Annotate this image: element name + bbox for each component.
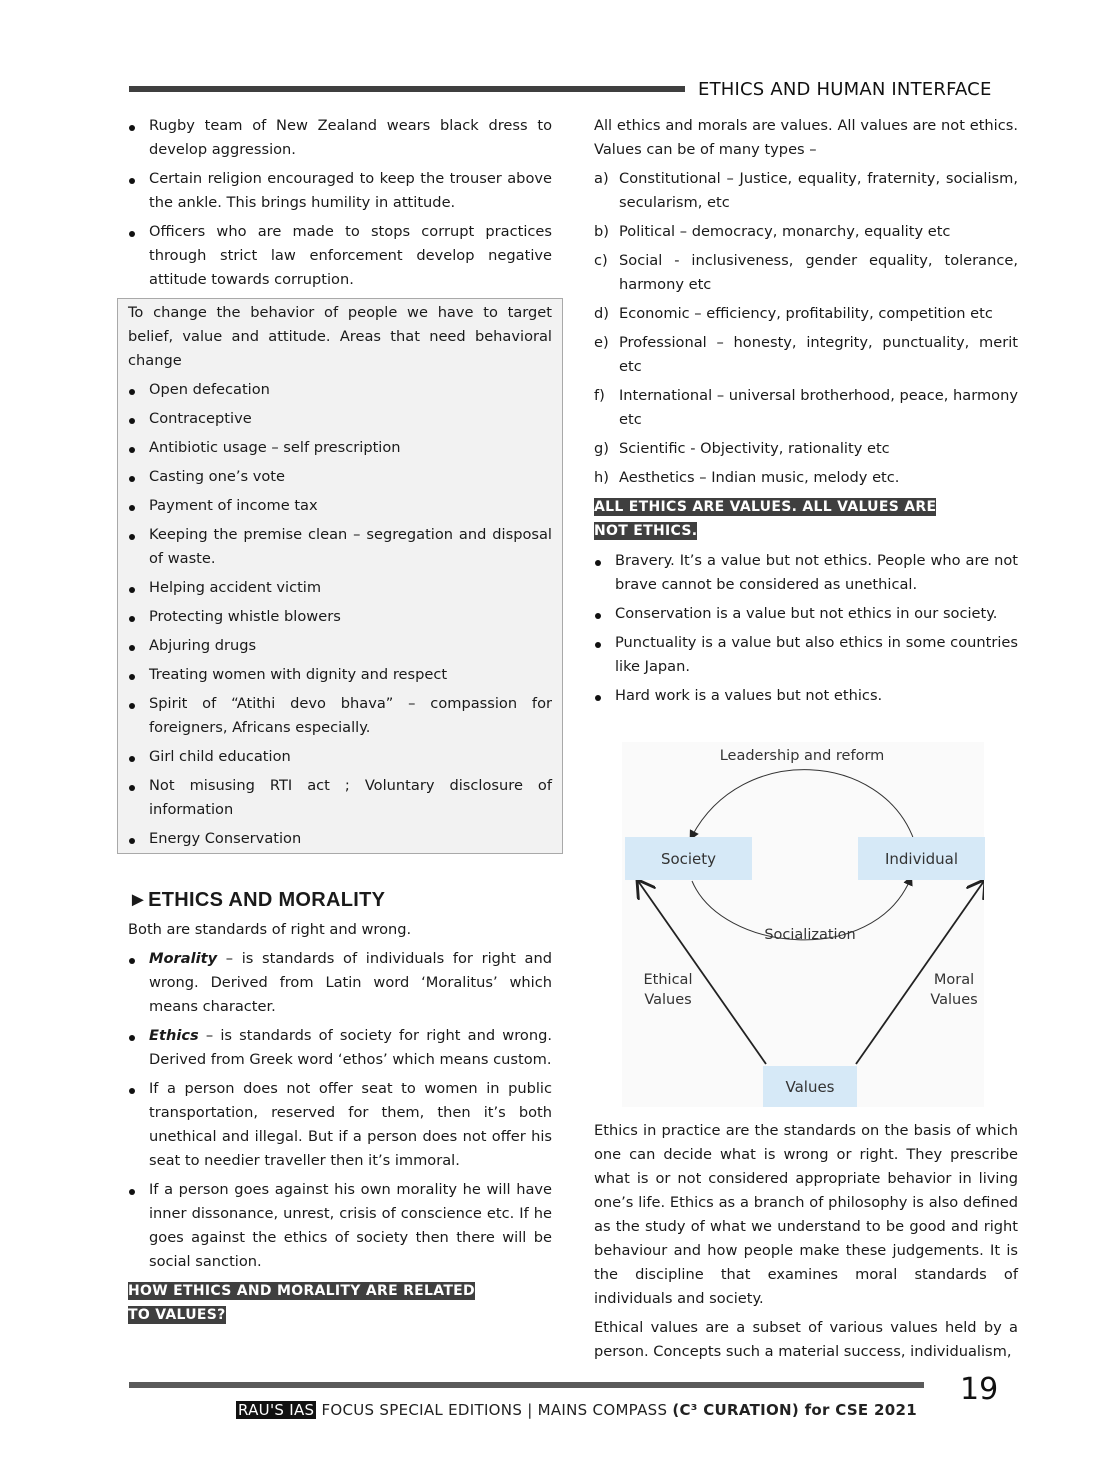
list-item: Casting one’s vote: [128, 465, 552, 489]
item-text: Aesthetics – Indian music, melody etc.: [619, 469, 900, 486]
list-item: Contraceptive: [128, 407, 552, 431]
definition-item: [128, 1024, 552, 1072]
list-item: Antibiotic usage – self prescription: [128, 436, 552, 460]
highlight-subheading: [128, 1279, 488, 1327]
triangle-marker-icon: ►: [128, 889, 149, 911]
subheading-text: HOW ETHICS AND MORALITY ARE RELATED TO VALUES?: [128, 1283, 475, 1323]
paragraph: Ethical values are a subset of various values held by a person. Concepts such a material success, individualism,: [594, 1319, 1018, 1360]
item-label: g): [594, 440, 609, 457]
list-item: Energy Conservation: [128, 827, 552, 851]
value-type-item: [594, 249, 1018, 297]
item-text: Political – democracy, monarchy, equality etc: [619, 223, 951, 240]
list-item: Abjuring drugs: [128, 634, 552, 658]
list-item: Girl child education: [128, 745, 552, 769]
item-label: f): [594, 387, 605, 404]
list-item: Certain religion encouraged to keep the trouser above the ankle. This brings humility in attitude.: [128, 167, 552, 215]
header-rule: [129, 86, 685, 92]
footer-brand: RAU'S IAS: [238, 1401, 315, 1419]
behavior-change-box: [117, 298, 563, 854]
item-text: Constitutional – Justice, equality, fraternity, socialism, secularism, etc: [619, 170, 1018, 211]
item-text: Social - inclusiveness, gender equality, tolerance, harmony etc: [619, 252, 1018, 293]
definition-term: Ethics: [149, 1027, 199, 1044]
values-diagram: [622, 742, 984, 1107]
value-type-item: [594, 437, 1018, 461]
item-text: Scientific - Objectivity, rationality etc: [619, 440, 890, 457]
footer-curation: (C³ CURATION) for CSE 2021: [672, 1401, 917, 1419]
list-item: Punctuality is a value but also ethics in some countries like Japan.: [594, 631, 1018, 679]
individual-node: Individual: [858, 837, 985, 880]
list-item: Hard work is a values but not ethics.: [594, 684, 1018, 708]
running-header-title: ETHICS AND HUMAN INTERFACE: [698, 79, 992, 100]
footer-edition: FOCUS SPECIAL EDITIONS | MAINS COMPASS: [316, 1401, 673, 1419]
list-item: If a person goes against his own morality he will have inner dissonance, unrest, crisis of conscience etc. If he goes against the ethics of society then there will be social sanction.: [128, 1178, 552, 1274]
definition-item: [128, 947, 552, 1019]
value-type-item: [594, 167, 1018, 215]
society-node: Society: [625, 837, 752, 880]
section-title: ETHICS AND MORALITY: [148, 889, 386, 911]
page-number: 19: [960, 1372, 999, 1407]
list-item: Spirit of “Atithi devo bhava” – compassion for foreigners, Africans especially.: [128, 692, 552, 740]
list-item: Helping accident victim: [128, 576, 552, 600]
ethical-values-label: Ethical Values: [643, 972, 693, 1008]
footer-rule: [129, 1382, 924, 1388]
leadership-reform-label: Leadership and reform: [719, 748, 885, 764]
highlight-heading-text: ALL ETHICS ARE VALUES. ALL VALUES ARE NOT ETHICS.: [594, 499, 937, 539]
values-node: Values: [763, 1066, 857, 1107]
value-type-item: [594, 331, 1018, 379]
definition-text: – is standards of society for right and wrong. Derived from Greek word ‘ethos’ which means custom.: [149, 1027, 552, 1068]
value-type-item: [594, 302, 1018, 326]
item-label: c): [594, 252, 608, 269]
list-item: Not misusing RTI act ; Voluntary disclosure of information: [128, 774, 552, 822]
list-item: Bravery. It’s a value but not ethics. People who are not brave cannot be considered as unethical.: [594, 549, 1018, 597]
definition-term: Morality: [149, 950, 218, 967]
value-type-item: [594, 220, 1018, 244]
list-item: Keeping the premise clean – segregation and disposal of waste.: [128, 523, 552, 571]
left-column: [128, 114, 552, 1333]
list-item: Rugby team of New Zealand wears black dress to develop aggression.: [128, 114, 552, 162]
definition-text: – is standards of individuals for right and wrong. Derived from Latin word ‘Moralitus’ which means character.: [149, 950, 552, 1015]
right-column: [594, 114, 1018, 1369]
value-type-item: [594, 466, 1018, 490]
list-item: Officers who are made to stops corrupt practices through strict law enforcement develop negative attitude towards corruption.: [128, 220, 552, 292]
list-item: Open defecation: [128, 378, 552, 402]
item-text: Economic – efficiency, profitability, competition etc: [619, 305, 993, 322]
box-intro: To change the behavior of people we have to target belief, value and attitude. Areas that need behavioral change: [128, 304, 552, 369]
values-intro: All ethics and morals are values. All values are not ethics. Values can be of many types –: [594, 117, 1018, 158]
item-text: International – universal brotherhood, peace, harmony etc: [619, 387, 1018, 428]
item-label: e): [594, 334, 609, 351]
footer-text: [236, 1401, 917, 1419]
list-item: If a person does not offer seat to women in public transportation, reserved for them, then it’s both unethical and illegal. But if a person does not offer his seat to needier traveller then it’s immoral.: [128, 1077, 552, 1173]
item-label: b): [594, 223, 609, 240]
list-item: Treating women with dignity and respect: [128, 663, 552, 687]
value-type-item: [594, 384, 1018, 432]
socialization-label: Socialization: [764, 927, 856, 943]
list-item: Protecting whistle blowers: [128, 605, 552, 629]
item-label: a): [594, 170, 609, 187]
highlight-heading: [594, 495, 954, 543]
list-item: Conservation is a value but not ethics in our society.: [594, 602, 1018, 626]
section-heading: [128, 888, 552, 912]
paragraph: Ethics in practice are the standards on the basis of which one can decide what is wrong or right. They prescribe what is or not considered appropriate behavior in living one’s life. Ethics as a branch of philosophy is also defined as the study of what we understand to be good and right behaviour and how people make these judgements. It is the discipline that examines moral standards of individuals and society.: [594, 1122, 1018, 1307]
list-item: Payment of income tax: [128, 494, 552, 518]
moral-values-label: Moral Values: [930, 972, 978, 1008]
item-text: Professional – honesty, integrity, punctuality, merit etc: [619, 334, 1018, 375]
item-label: d): [594, 305, 609, 322]
item-label: h): [594, 469, 609, 486]
section-intro: Both are standards of right and wrong.: [128, 921, 412, 938]
